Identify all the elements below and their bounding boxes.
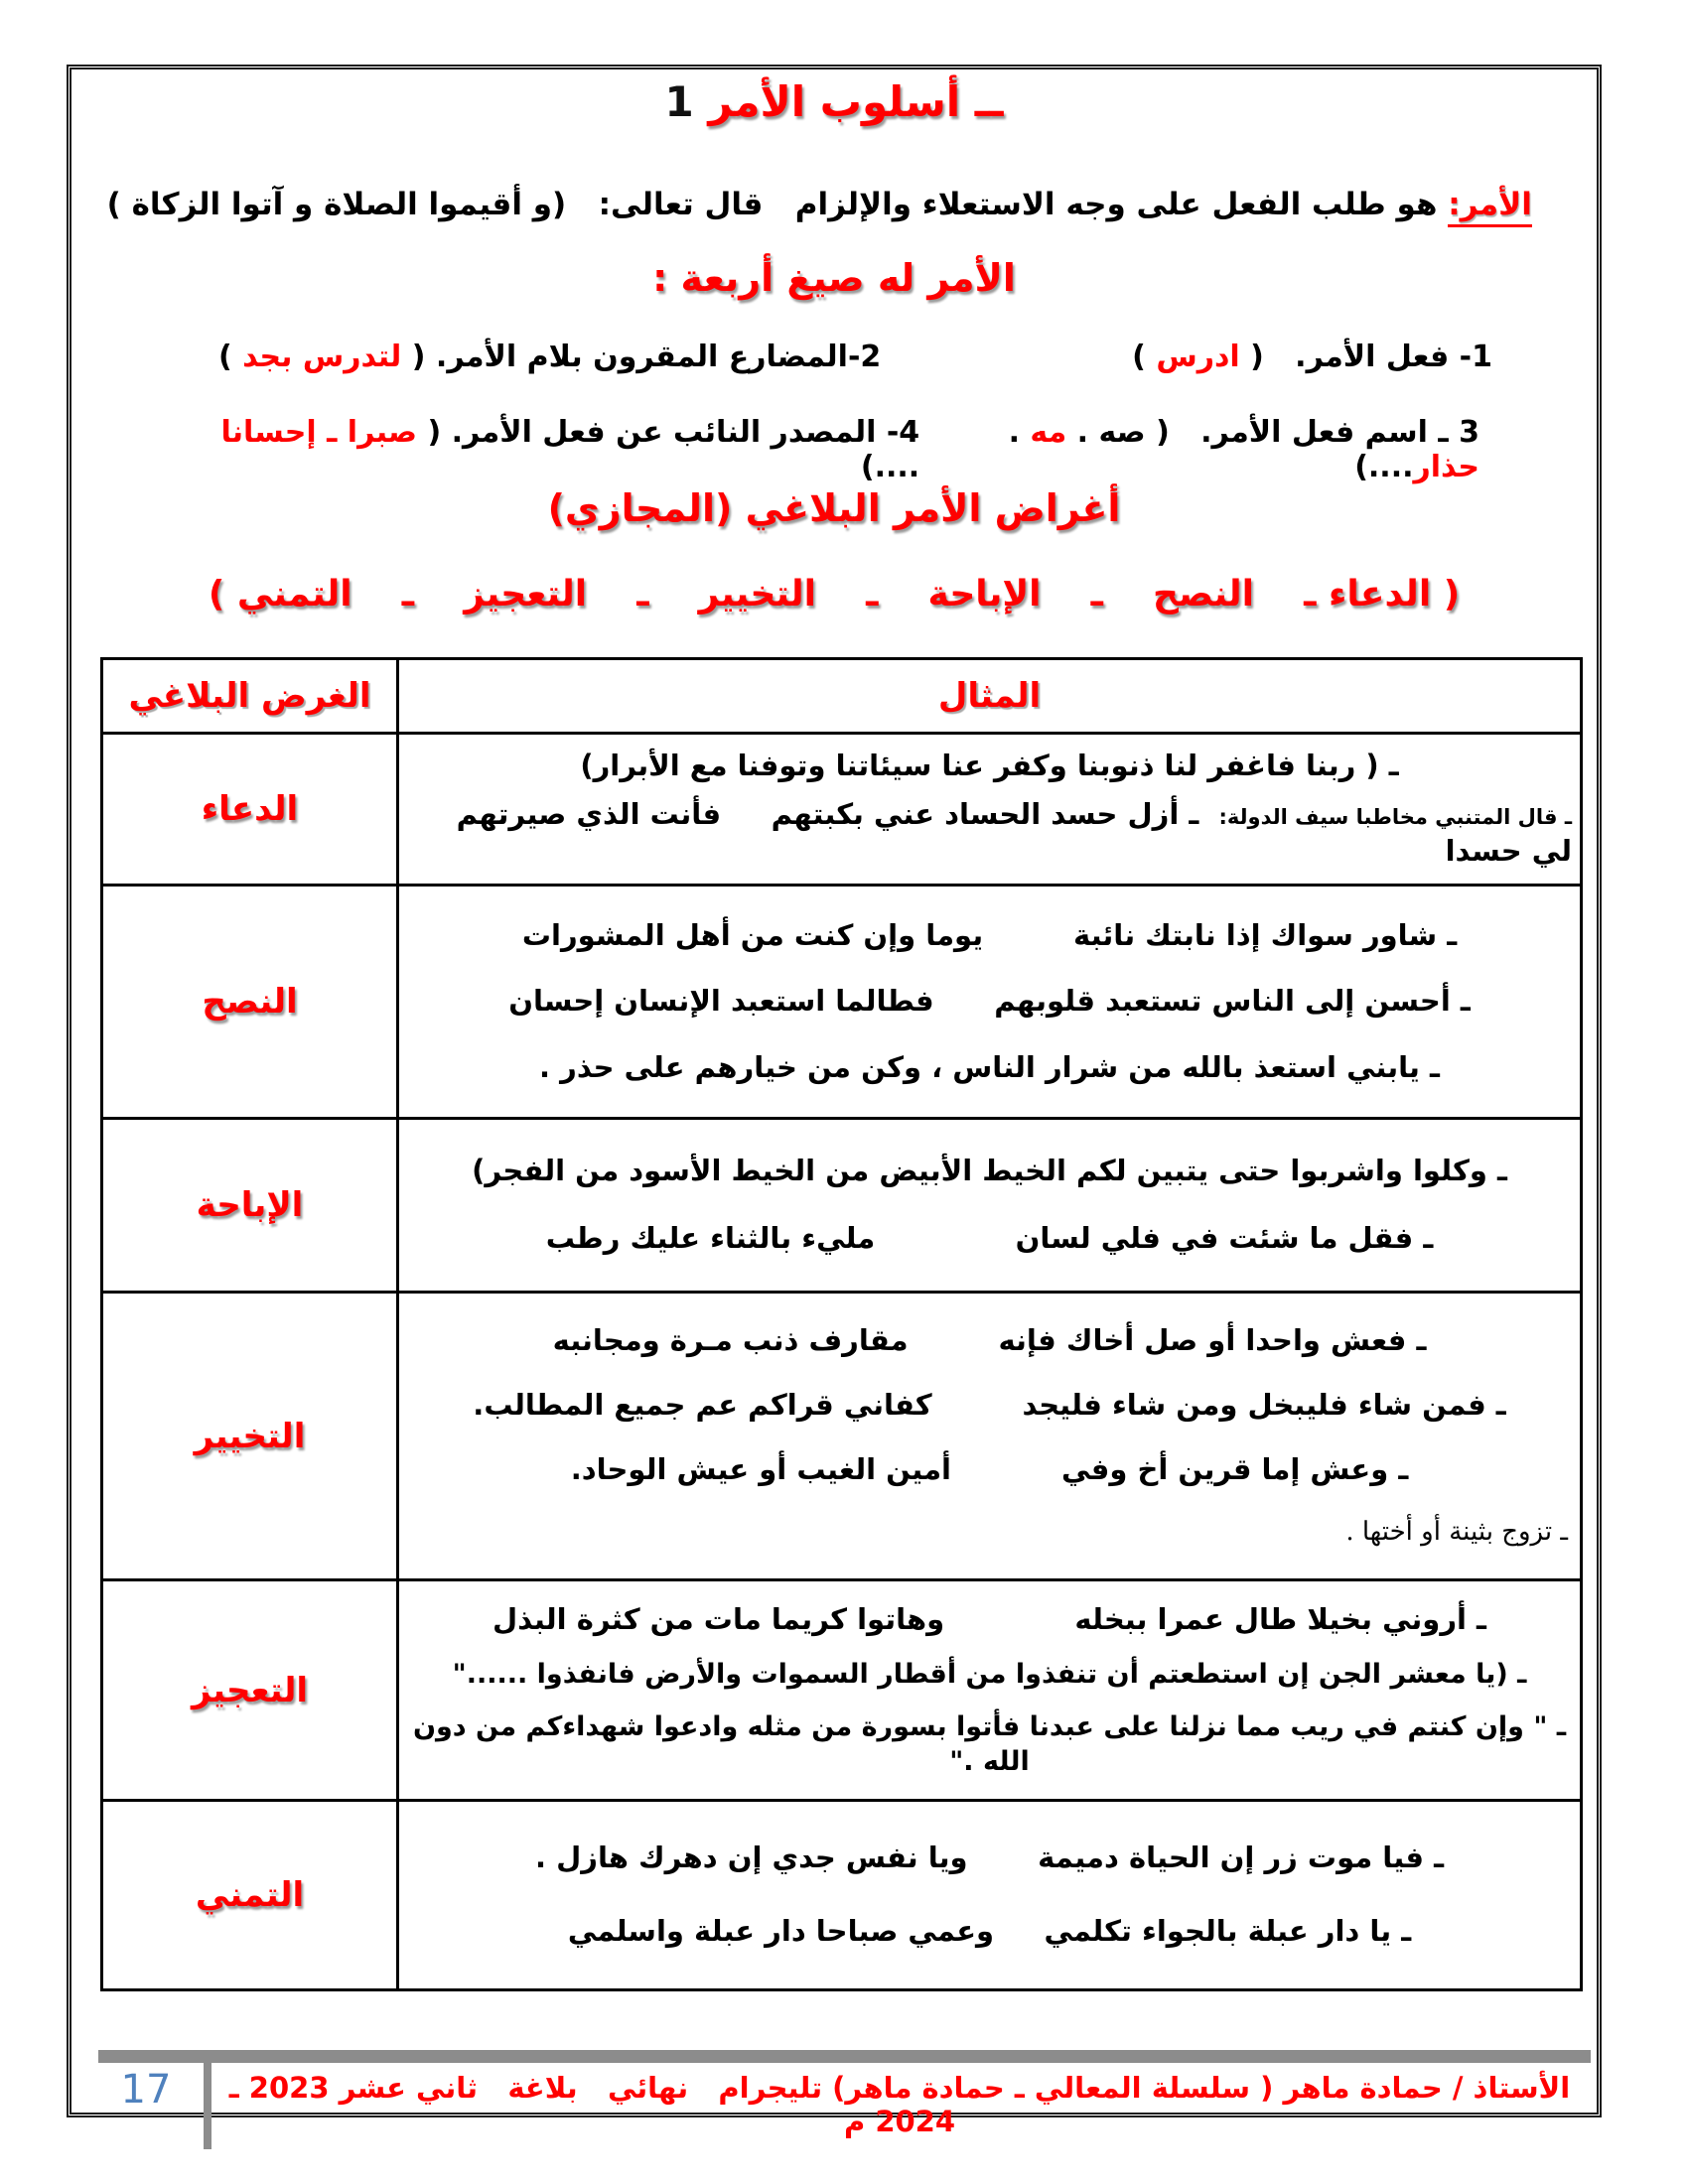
example-line: ـ تزوج بثينة أو أختها . bbox=[1345, 1516, 1568, 1547]
example-line: ـ " وإن كنتم في ريب مما نزلنا على عبدنا فأتوا بسورة من مثله وادعوا شهداءكم من دون الله ." bbox=[403, 1710, 1567, 1777]
example-line: ـ وكلوا واشربوا حتى يتبين لكم الخيط الأبيض من الخيط الأسود من الفجر) bbox=[472, 1153, 1507, 1187]
form-item-4: 4- المصدر النائب عن فعل الأمر. ( صبرا ـ إحسانا ....) bbox=[210, 415, 920, 484]
title-number: 1 bbox=[664, 77, 694, 126]
table-row-ibaha bbox=[102, 1119, 1582, 1293]
page-number: 17 bbox=[120, 2067, 172, 2113]
footer-vertical-divider bbox=[204, 2050, 211, 2149]
example-line: ـ (يا معشر الجن إن استطعتم أن تنفذوا من أقطار السموات والأرض فانفذوا ......" bbox=[452, 1658, 1527, 1690]
footer-credit-text: الأستاذ / حمادة ماهر ( سلسلة المعالي ـ حمادة ماهر) تليجرام نهائي بلاغة ثاني عشر 2023 ـ 2024 م bbox=[218, 2071, 1571, 2138]
form-item-1: 1- فعل الأمر. ( ادرس ) bbox=[1132, 340, 1492, 374]
examples-table bbox=[100, 657, 1583, 1991]
table-row-tajeez bbox=[102, 1580, 1582, 1801]
header-example: المثال bbox=[398, 659, 1582, 734]
table-header-row bbox=[102, 659, 1582, 734]
example-line: ـ أروني بخيلا طال عمرا ببخله وهاتوا كريما مات من كثرة البذل bbox=[492, 1602, 1486, 1636]
definition-line bbox=[86, 151, 1575, 258]
example-line: ـ يابني استعذ بالله من شرار الناس ، وكن من خيارهم على حذر . bbox=[539, 1049, 1440, 1084]
definition-body: هو طلب الفعل على وجه الاستعلاء والإلزام قال تعالى: (و أقيموا الصلاة و آتوا الزكاة ) bbox=[106, 187, 1449, 222]
purpose-label: الإباحة bbox=[102, 1119, 398, 1293]
example-line: ـ يا دار عبلة بالجواء تكلمي وعمي صباحا دار عبلة واسلمي bbox=[567, 1914, 1412, 1949]
footer-divider-bar bbox=[98, 2050, 1591, 2063]
example-line: ـ فقل ما شئت في فلي لسان مليء بالثناء عليك رطب bbox=[545, 1221, 1434, 1256]
table-row-tamanni bbox=[102, 1801, 1582, 1990]
forms-row-2 bbox=[211, 415, 1479, 484]
forms-heading: الأمر له صيغ أربعة : bbox=[652, 256, 1016, 300]
attribution-note: ـ قال المتنبي مخاطبا سيف الدولة: bbox=[1218, 804, 1572, 829]
purpose-label: التعجيز bbox=[102, 1580, 398, 1801]
table-row-dua bbox=[102, 734, 1582, 886]
title-dash: ــ bbox=[693, 77, 1004, 126]
example-line: ـ فعش واحدا أو صل أخاك فإنه مقارف ذنب مـرة ومجانبه bbox=[552, 1323, 1427, 1358]
example-line: ـ قال المتنبي مخاطبا سيف الدولة: ـ أزل حسد الحساد عني بكبتهم فأنت الذي صيرتهم لي حسدا bbox=[446, 796, 1572, 869]
example-line: ـ فيا موت زر إن الحياة دميمة ويا نفس جدي إن دهرك هازل . bbox=[534, 1841, 1445, 1875]
form-item-2: 2-المضارع المقرون بلام الأمر. ( لتدرس بجد ) bbox=[218, 340, 882, 374]
purpose-label: التخيير bbox=[102, 1293, 398, 1580]
example-line: ـ أحسن إلى الناس تستعبد قلوبهم فطالما استعبد الإنسان إحسان bbox=[508, 984, 1471, 1019]
purposes-list: ( الدعاء ـ النصح ـ الإباحة ـ التخيير ـ التعجيز ـ التمني ) bbox=[208, 574, 1461, 614]
header-purpose: الغرض البلاغي bbox=[102, 659, 398, 734]
table-row-takhyeer bbox=[102, 1293, 1582, 1580]
purposes-heading: أغراض الأمر البلاغي (المجازي) bbox=[547, 486, 1121, 530]
form-item-3: 3 ـ اسم فعل الأمر. ( صه . مه . حذار....) bbox=[998, 415, 1479, 484]
purpose-label: النصح bbox=[102, 886, 398, 1119]
purpose-label: الدعاء bbox=[102, 734, 398, 886]
page-border-frame bbox=[67, 65, 1602, 2138]
forms-row-1 bbox=[218, 340, 1492, 374]
table-row-nush bbox=[102, 886, 1582, 1119]
example-line: ـ ( ربنا فاغفر لنا ذنوبنا وكفر عنا سيئاتنا وتوفنا مع الأبرار) bbox=[580, 748, 1399, 782]
example-line: ـ وعش إما قرين أخ وفي أمين الغيب أو عيش الوحاد. bbox=[570, 1452, 1409, 1487]
definition-term: الأمر: bbox=[1448, 187, 1532, 227]
example-line: ـ فمن شاء فليبخل ومن شاء فليجد كفاني قراكم عم جميع المطالب. bbox=[473, 1388, 1506, 1423]
example-line: ـ شاور سواك إذا نابتك نائبة يوما وإن كنت من أهل المشورات bbox=[521, 917, 1458, 952]
purpose-label: التمني bbox=[102, 1801, 398, 1990]
title-text: أسلوب الأمر bbox=[708, 77, 961, 126]
page-title bbox=[71, 77, 1597, 126]
